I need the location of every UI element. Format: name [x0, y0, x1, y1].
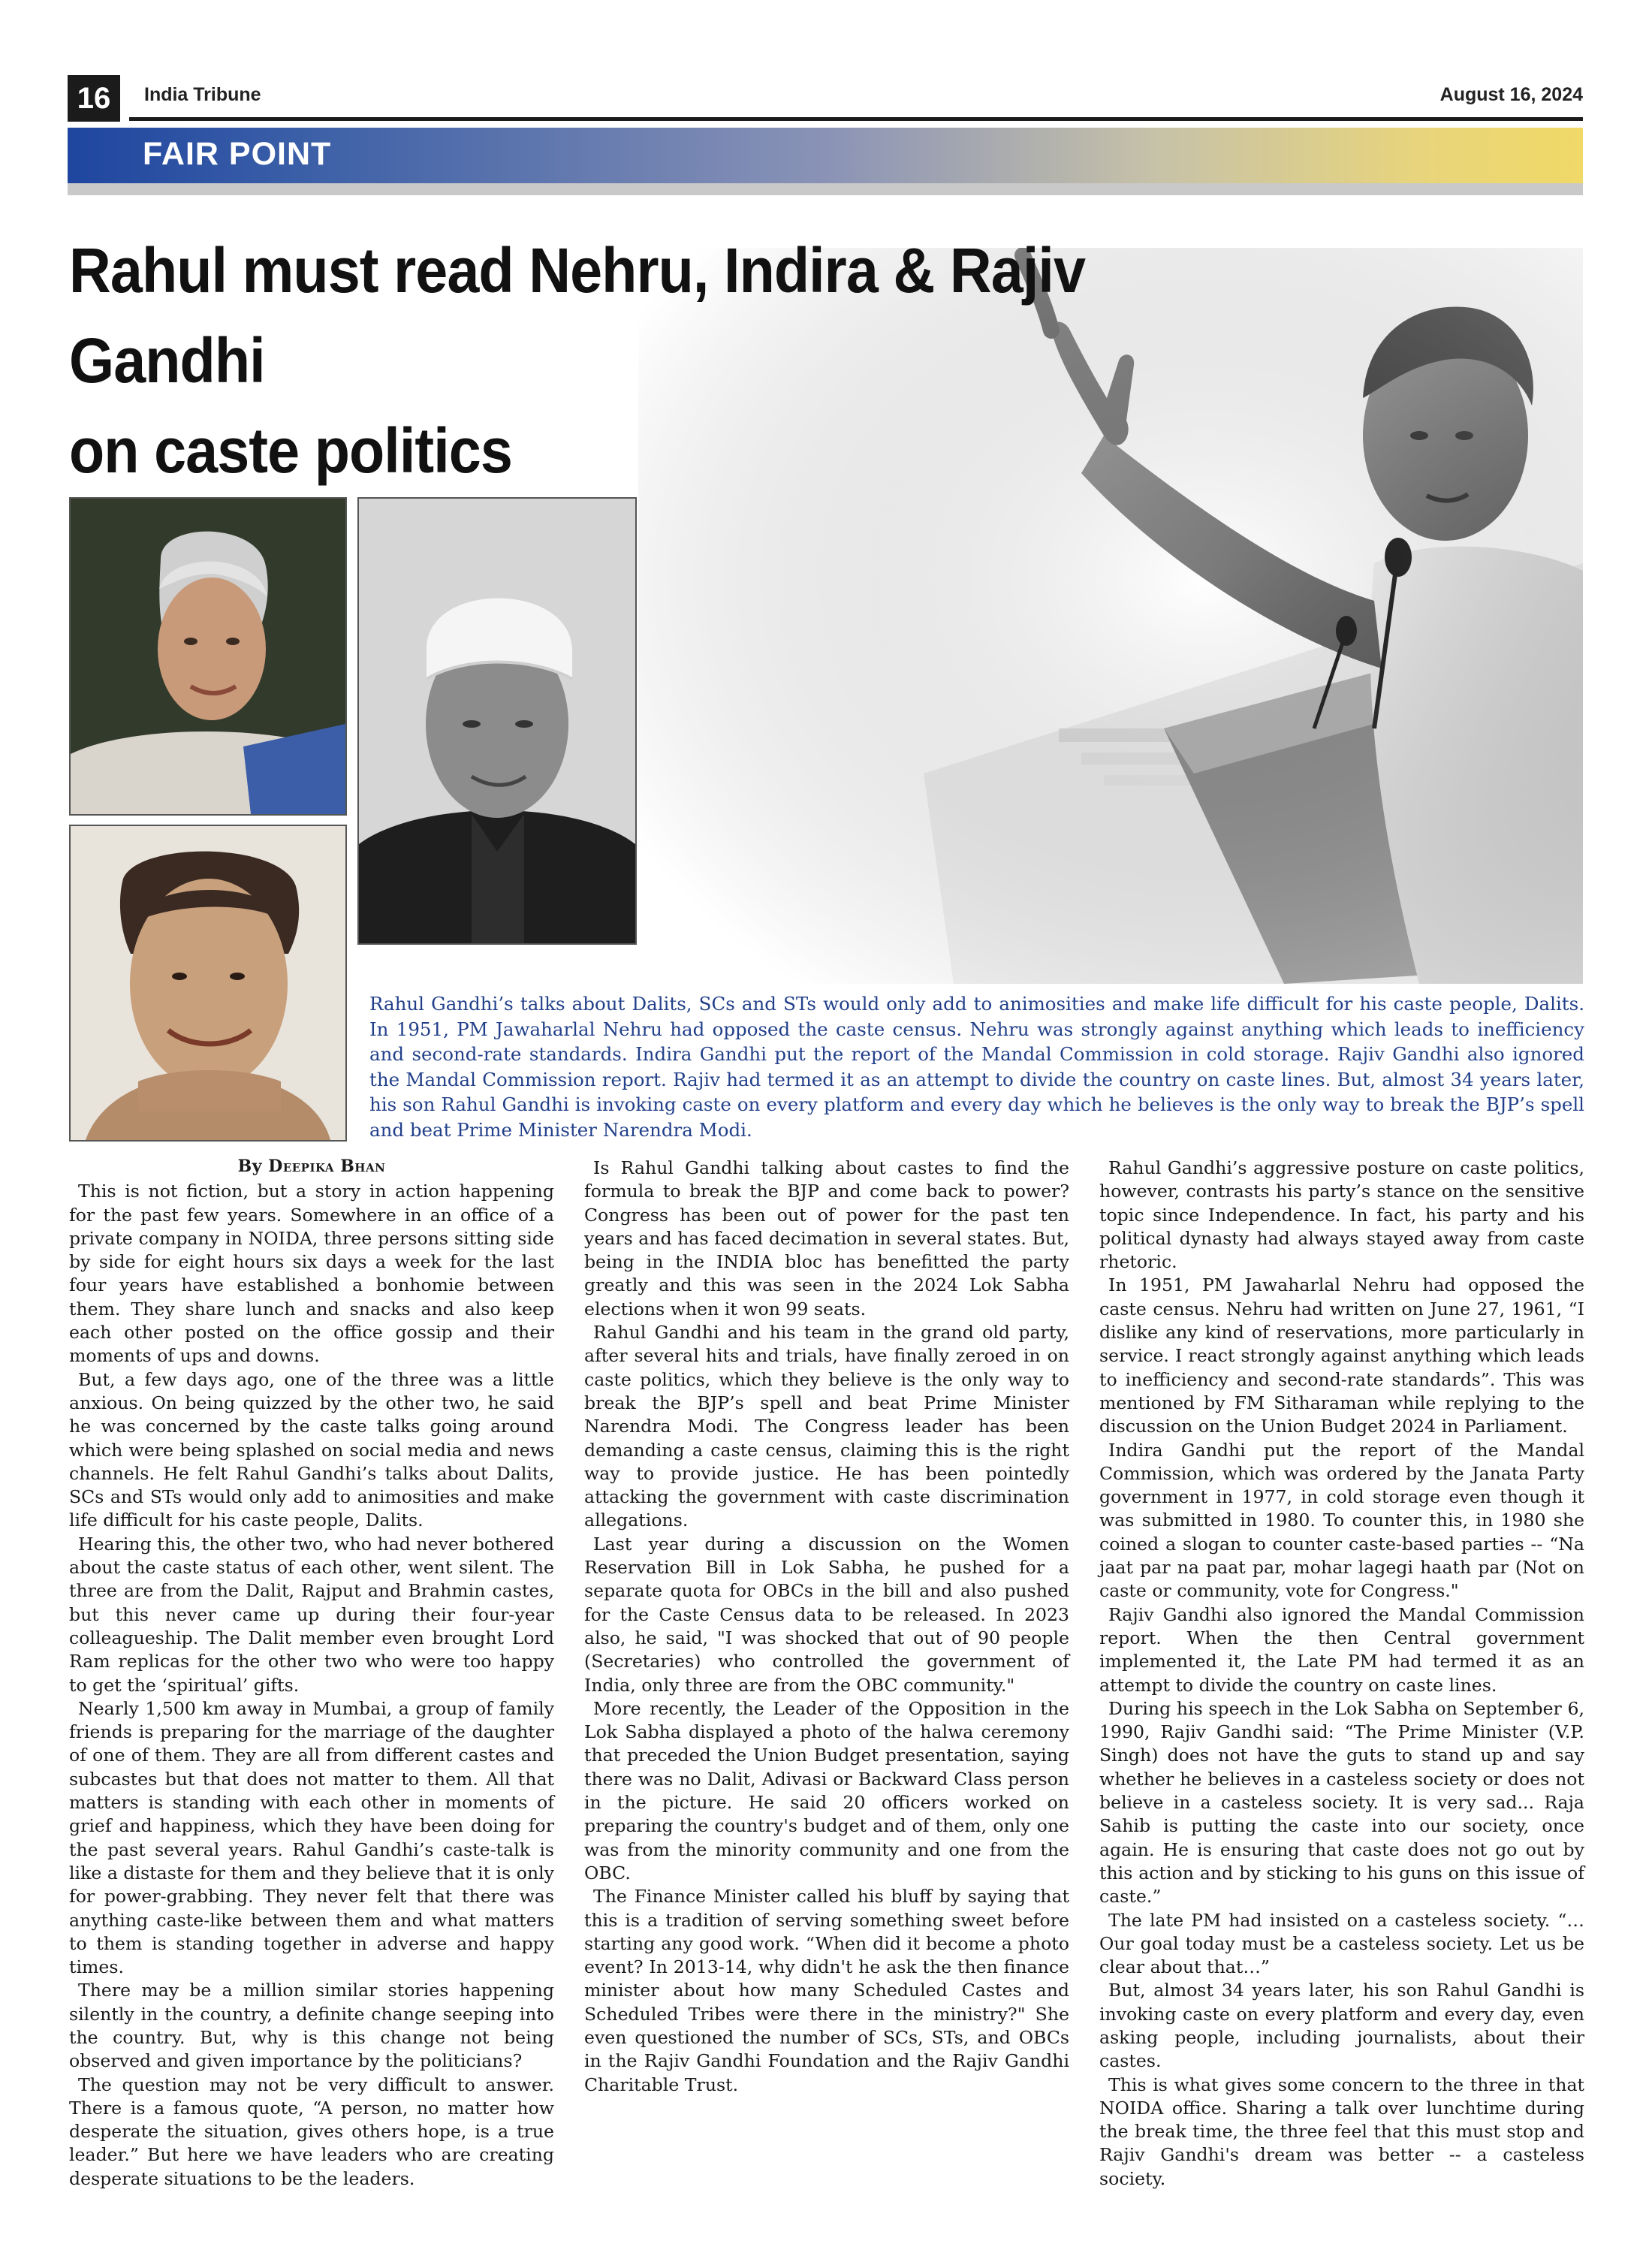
paragraph: This is what gives some concern to the three in that NOIDA office. Sharing a talk over lunchtime during the break time, the three feel that this must stop and Rajiv Gandhi's dream was better -- a casteless society. [1099, 2074, 1584, 2189]
paragraph: But, almost 34 years later, his son Rahul Gandhi is invoking caste on every platform and every day, even asking people, including journalists, about their castes. [1099, 1980, 1584, 2072]
paragraph: This is not fiction, but a story in action happening for the past few years. Somewhere in an office of a private company in NOIDA, three persons sitting side by side for eight hours six days a week for the last four years have established a bonhomie between them. They share lunch and snacks and also keep each other posted on the office gossip and their moments of ups and downs. [69, 1181, 554, 1367]
paragraph: Last year during a discussion on the Women Reservation Bill in Lok Sabha, he pushed for a separate quota for OBCs in the bill and also pushed for the Caste Census data to be released. In 2023 also, he said, "I was shocked that out of 90 people (Secretaries) who controlled the government of India, only three are from the OBC community." [584, 1533, 1069, 1696]
indira-gandhi-portrait [69, 497, 347, 816]
paragraph: There may be a million similar stories happening silently in the country, a definite change seeping into the country. But, why is this change not being observed and given importance by the politicians? [69, 1980, 554, 2072]
section-banner-underline [68, 183, 1583, 195]
paragraph: More recently, the Leader of the Opposition in the Lok Sabha displayed a photo of the halwa ceremony that preceded the Union Budget presentation, saying there was no Dalit, Adivasi or Backward Class person in the picture. He said 20 officers worked on preparing the country's budget and of them, only one was from the minority community and one from the OBC. [584, 1697, 1069, 1884]
article-column-3 [1099, 1157, 1584, 2191]
paragraph: Rahul Gandhi and his team in the grand old party, after several hits and trials, have finally zeroed in on caste politics, which they believe is the only way to break the BJP’s spell and beat Prime Minister Narendra Modi. The Congress leader has been demanding a caste census, claiming this is the right way to provide justice. He has been pointedly attacking the government with caste discrimination allegations. [584, 1322, 1069, 1531]
headline-line-1: Rahul must read Nehru, Indira & Rajiv Gandhi [69, 235, 1086, 396]
article-column-2 [584, 1157, 1069, 2097]
paragraph: Hearing this, the other two, who had never bothered about the caste status of each other, went silent. The three are from the Dalit, Rajput and Brahmin castes, but this never came up during their four-year colleagueship. The Dalit member even brought Lord Ram replicas for the other two who were too happy to get the ‘spiritual’ gifts. [69, 1533, 554, 1696]
section-label: FAIR POINT [143, 136, 332, 172]
paragraph: Is Rahul Gandhi talking about castes to find the formula to break the BJP and come back to power? Congress has been out of power for the past ten years and has faced decimation in several states. But, being in the INDIA bloc has benefitted the party greatly and this was seen in the 2024 Lok Sabha elections when it won 99 seats. [584, 1157, 1069, 1320]
paragraph: Rahul Gandhi’s aggressive posture on caste politics, however, contrasts his party’s stance on the sensitive topic since Independence. In fact, his party and his political dynasty had always stayed away from caste rhetoric. [1099, 1157, 1584, 1273]
paragraph: But, a few days ago, one of the three was a little anxious. On being quizzed by the other two, he said he was concerned by the caste talks going around which were being splashed on social media and news channels. He felt Rahul Gandhi’s talks about Dalits, SCs and STs would only add to animosities and make life difficult for his caste people, Dalits. [69, 1368, 554, 1531]
paragraph: During his speech in the Lok Sabha on September 6, 1990, Rajiv Gandhi said: “The Prime Minister (V.P. Singh) does not have the guts to stand up and say whether he believes in a casteless society or does not believe in a casteless society. It is very sad... Raja Sahib is putting the caste into our society, once again. He is ensuring that caste does not go out by this action and by sticking to his guns on this issue of caste.” [1099, 1697, 1584, 1908]
byline-prefix: By [237, 1157, 263, 1176]
paragraph: The Finance Minister called his bluff by saying that this is a tradition of serving something sweet before starting any good work. “When did it become a photo event? In 2013-14, why didn't he ask the then finance minister about how many Scheduled Castes and Scheduled Tribes were there in the ministry?" She even questioned the number of SCs, STs, and OBCs in the Rajiv Gandhi Foundation and the Rajiv Gandhi Charitable Trust. [584, 1886, 1069, 2095]
paragraph: Nearly 1,500 km away in Mumbai, a group of family friends is preparing for the marriage of the daughter of one of them. They are all from different castes and subcastes but that does not matter to them. All that matters is standing with each other in moments of grief and happiness, which they have been doing for the past several years. Rahul Gandhi’s caste-talk is like a distaste for them and they believe that it is only for power-grabbing. They never felt that there was anything caste-like between them and what matters to them is standing together in adverse and happy times. [69, 1697, 554, 1978]
section-banner [68, 128, 1583, 183]
paragraph: In 1951, PM Jawaharlal Nehru had opposed the caste census. Nehru had written on June 27, 1961, “I dislike any kind of reservations, more particularly in service. I react strongly against anything which leads to inefficiency and second-rate standards”. This was mentioned by FM Sitharaman while replying to the discussion on the Union Budget 2024 in Parliament. [1099, 1274, 1584, 1437]
paragraph: Indira Gandhi put the report of the Mandal Commission, which was ordered by the Janata Party government in 1977, in cold storage even though it was submitted in 1980. To counter this, in 1980 she coined a slogan to counter caste-based parties -- “Na jaat par na paat par, mohar lagegi haath par (Not on caste or community, vote for Congress." [1099, 1439, 1584, 1602]
headline-line-2: on caste politics [69, 415, 512, 486]
publication-name: India Tribune [144, 84, 261, 105]
issue-date: August 16, 2024 [1439, 84, 1583, 105]
paragraph: The late PM had insisted on a casteless society. “…Our goal today must be a casteless society. Let us be clear about that…” [1099, 1909, 1584, 1978]
paragraph: Rajiv Gandhi also ignored the Mandal Commission report. When the then Central government implemented it, the Late PM had termed it as an attempt to divide the country on caste lines. [1099, 1603, 1584, 1696]
paragraph: The question may not be very difficult to answer. There is a famous quote, “A person, no matter how desperate the situation, gives others hope, is a true leader.” But here we have leaders who are creating desperate situations to be the leaders. [69, 2074, 554, 2189]
article-column-1 [69, 1155, 554, 2191]
byline-author: Deepika Bhan [268, 1157, 386, 1176]
page-number: 16 [68, 75, 120, 122]
byline [69, 1155, 554, 1178]
rajiv-gandhi-portrait [69, 825, 347, 1142]
jawaharlal-nehru-portrait [357, 497, 637, 945]
headline [69, 225, 1174, 496]
article-deck: Rahul Gandhi’s talks about Dalits, SCs and STs would only add to animosities and make life difficult for his caste people, Dalits. In 1951, PM Jawaharlal Nehru had opposed the caste census. Nehru was strongly against anything which leads to inefficiency and second-rate standards. Indira Gandhi put the report of the Mandal Commission in cold storage. Rajiv Gandhi also ignored the Mandal Commission report. Rajiv had termed it as an attempt to divide the country on caste lines. But, almost 34 years later, his son Rahul Gandhi is invoking caste on every platform and every day which he believes is the only way to break the BJP’s spell and beat Prime Minister Narendra Modi. [369, 993, 1584, 1141]
header-rule [129, 117, 1583, 121]
